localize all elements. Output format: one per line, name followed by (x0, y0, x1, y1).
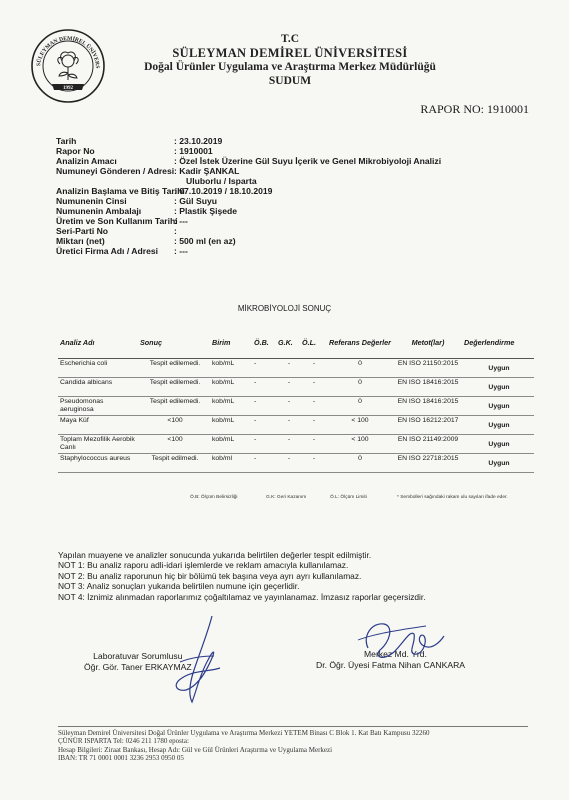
table-row (58, 378, 534, 397)
info-value: : 07.10.2019 / 18.10.2019 (174, 186, 273, 196)
footer-contact: ÇÜNÜR ISPARTA Tel: 0246 211 1780 eposta: (58, 737, 189, 746)
cell-method: EN ISO 16212:2017 (392, 416, 462, 435)
info-row (56, 146, 441, 156)
cell-analysis: Staphylococcus aureus (58, 454, 138, 473)
info-label: Üretim ve Son Kullanım Tarihi (56, 216, 178, 226)
cell-ob: - (252, 359, 276, 378)
header-university: SÜLEYMAN DEMİREL ÜNİVERSİTESİ (172, 46, 408, 60)
info-row (56, 216, 441, 226)
university-seal-icon (30, 28, 106, 104)
svg-text:SÜLEYMAN DEMİREL ÜNİVERSİTESİ (30, 28, 100, 69)
cell-result: <100 (138, 435, 210, 454)
legend-symbol-note: * Sembolleri sağındaki rakam ulu sayıları ifade eder. (397, 495, 508, 500)
cell-method: EN ISO 22718:2015 (392, 454, 462, 473)
note-line: NOT 4: İznimiz alınmadan raporlarımız çoğaltılamaz ve yayınlanamaz. İmzasız raporlar geçersizdir. (58, 591, 426, 602)
col-header: Referans Değerler (326, 338, 392, 359)
col-header: Ö.L. (300, 338, 326, 359)
cell-unit: kob/ml (210, 454, 252, 473)
signature-right-name: Dr. Öğr. Üyesi Fatma Nihan CANKARA (316, 660, 466, 670)
cell-reference: 0 (326, 359, 392, 378)
cell-result: Tespit edilemedi. (138, 359, 210, 378)
cell-ol: - (300, 378, 326, 397)
footer-bank: Hesap Bilgileri: Ziraat Bankası, Hesap Adı: Gül ve Gül Ürünleri Araştırma ve Uygulama Merkezi (58, 745, 333, 754)
table-row (58, 435, 534, 454)
legend-ol: Ö.L: Ölçüm Limiti (330, 495, 367, 500)
footer-address: Süleyman Demirel Üniversitesi Doğal Ürünler Uygulama ve Araştırma Merkezi YETEM Binası C Blok 1. Kat Batı Kampusu 32260 (58, 729, 430, 737)
cell-evaluation: Uygun (462, 416, 534, 435)
cell-analysis: Toplam Mezofilik Aerobik Canlı (58, 435, 138, 454)
cell-gk: - (276, 435, 300, 454)
cell-reference: 0 (326, 378, 392, 397)
cell-ob: - (252, 378, 276, 397)
info-label: Numunenin Ambalajı (56, 206, 142, 216)
cell-method: EN ISO 18416:2015 (392, 397, 462, 416)
cell-result: Tespit edilmedi. (138, 454, 210, 473)
results-table (58, 338, 534, 473)
info-value: : (174, 226, 177, 236)
info-label: Tarih (56, 136, 77, 146)
seal-ring-text: SÜLEYMAN DEMİREL ÜNİVERS (36, 35, 101, 69)
table-row (58, 359, 534, 378)
cell-gk: - (276, 416, 300, 435)
info-value: : Kadir ŞANKAL (174, 166, 240, 176)
info-row (56, 166, 441, 176)
info-row (56, 246, 441, 256)
info-label: Miktarı (net) (56, 236, 105, 246)
note-line: NOT 3: Analiz sonuçları yukarıda belirtilen numune için geçerlidir. (58, 581, 300, 592)
info-value: Uluborlu / Isparta (186, 176, 257, 186)
cell-unit: kob/mL (210, 435, 252, 454)
legend-gk: G.K: Geri Kazanım (266, 495, 307, 500)
cell-evaluation: Uygun (462, 435, 534, 454)
cell-method: EN ISO 21150:2015 (392, 359, 462, 378)
footer (58, 726, 528, 763)
signature-right-title: Merkez Md. Yrd. (364, 649, 427, 659)
cell-ob: - (252, 454, 276, 473)
col-header: Değerlendirme (462, 338, 534, 359)
cell-analysis: Escherichia coli (58, 359, 138, 378)
info-row (56, 226, 441, 236)
legend-ob: Ö.B: Ölçüm Belirsizliği (190, 495, 238, 500)
cell-reference: 0 (326, 454, 392, 473)
note-line: NOT 1: Bu analiz raporu adli-idari işlemlerde ve reklam amacıyla kullanılamaz. (58, 560, 349, 571)
info-value: : 1910001 (174, 146, 213, 156)
sample-info-block (56, 136, 441, 256)
header-abbrev: SUDUM (268, 75, 312, 87)
signature-left-title: Laboratuvar Sorumlusu (93, 651, 183, 661)
info-value: : 500 ml (en az) (174, 236, 236, 246)
cell-result: Tespit edilemedi. (138, 397, 210, 416)
table-row (58, 416, 534, 435)
info-row (56, 236, 441, 246)
col-header: Birim (210, 338, 252, 359)
cell-evaluation: Uygun (462, 454, 534, 473)
cell-evaluation: Uygun (462, 378, 534, 397)
info-label: Numuneyi Gönderen / Adresi (56, 166, 175, 176)
cell-reference: < 100 (326, 416, 392, 435)
handwritten-signature-right-icon (354, 612, 450, 670)
col-header: Sonuç (138, 338, 210, 359)
col-header: Metot(lar) (392, 338, 462, 359)
cell-result: <100 (138, 416, 210, 435)
cell-analysis: Maya Küf (58, 416, 138, 435)
note-line: NOT 2: Bu analiz raporunun hiç bir bölümü tek başına veya ayrı ayrı kullanılamaz. (58, 570, 362, 581)
info-row (56, 136, 441, 146)
cell-ol: - (300, 435, 326, 454)
info-continuation (56, 176, 441, 186)
cell-analysis: Pseudomonas aeruginosa (58, 397, 138, 416)
seal-year: 1992 (63, 85, 73, 91)
col-header: Analiz Adı (58, 338, 138, 359)
table-row (58, 454, 534, 473)
cell-analysis: Candida albicans (58, 378, 138, 397)
col-header: Ö.B. (252, 338, 276, 359)
section-title: MİKROBİYOLOJİ SONUÇ (237, 304, 332, 313)
note-line: Yapılan muayene ve analizler sonucunda yukarıda belirtilen değerler tespit edilmiştir. (58, 550, 372, 560)
cell-method: EN ISO 18416:2015 (392, 378, 462, 397)
cell-evaluation: Uygun (462, 397, 534, 416)
info-row (56, 156, 441, 166)
cell-gk: - (276, 397, 300, 416)
institution-header (120, 32, 460, 88)
info-label: Üretici Firma Adı / Adresi (56, 246, 159, 256)
info-label: Analizin Başlama ve Bitiş Tarihi (56, 186, 185, 196)
info-label: Analizin Amacı (56, 156, 117, 166)
cell-ob: - (252, 416, 276, 435)
info-row (56, 196, 441, 206)
cell-reference: 0 (326, 397, 392, 416)
info-label: Numunenin Cinsi (56, 196, 127, 206)
notes-block (58, 550, 426, 602)
info-row (56, 186, 441, 196)
table-header-row (58, 338, 534, 359)
cell-reference: < 100 (326, 435, 392, 454)
cell-evaluation: Uygun (462, 359, 534, 378)
cell-gk: - (276, 359, 300, 378)
cell-gk: - (276, 378, 300, 397)
cell-ob: - (252, 435, 276, 454)
info-value: : 23.10.2019 (174, 136, 223, 146)
cell-ol: - (300, 416, 326, 435)
cell-gk: - (276, 454, 300, 473)
info-row (56, 206, 441, 216)
info-label: Rapor No (56, 146, 95, 156)
info-value: : Gül Suyu (174, 196, 217, 206)
info-value: : --- (174, 246, 188, 256)
footer-iban: IBAN: TR 71 0001 0001 3236 2953 0950 05 (58, 754, 184, 763)
header-center: Doğal Ürünler Uygulama ve Araştırma Merkez Müdürlüğü (144, 61, 436, 73)
info-value: : Özel İstek Üzerine Gül Suyu İçerik ve Genel Mikrobiyoloji Analizi (174, 156, 442, 166)
signature-left-name: Öğr. Gör. Taner ERKAYMAZ (84, 662, 192, 672)
info-label: Seri-Parti No (56, 226, 109, 236)
header-tc: T.C (281, 33, 299, 45)
cell-ob: - (252, 397, 276, 416)
info-value: : --- (174, 216, 188, 226)
cell-ol: - (300, 359, 326, 378)
cell-method: EN ISO 21149:2009 (392, 435, 462, 454)
handwritten-signature-left-icon (150, 612, 230, 710)
cell-unit: kob/mL (210, 397, 252, 416)
cell-result: Tespit edilemedi. (138, 378, 210, 397)
cell-ol: - (300, 397, 326, 416)
table-row (58, 397, 534, 416)
cell-unit: kob/mL (210, 378, 252, 397)
report-number: RAPOR NO: 1910001 (420, 102, 529, 116)
cell-unit: kob/mL (210, 416, 252, 435)
cell-unit: kob/mL (210, 359, 252, 378)
info-value: : Plastik Şişede (174, 206, 238, 216)
cell-ol: - (300, 454, 326, 473)
col-header: G.K. (276, 338, 300, 359)
